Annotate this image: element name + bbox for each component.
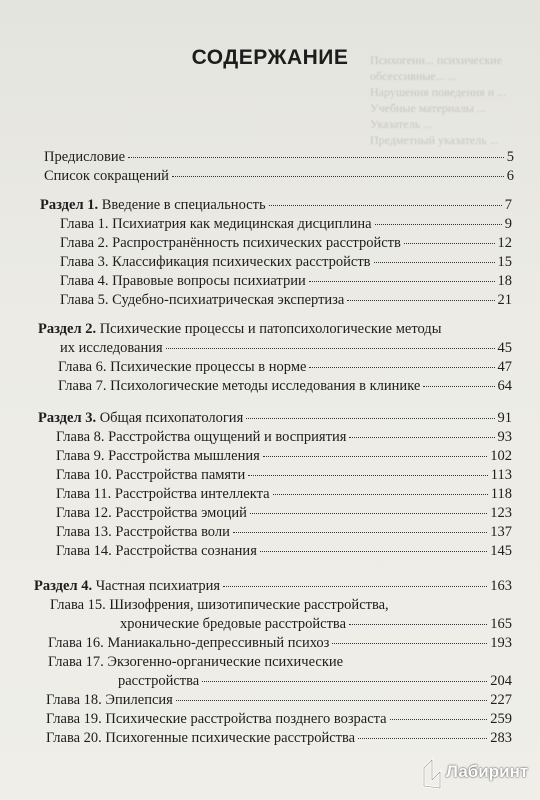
toc-entry-label: Глава 14. Расстройства сознания: [56, 543, 257, 559]
leader-dots: [202, 681, 487, 682]
toc-section-2[interactable]: [60, 339, 512, 357]
toc-page-number: 102: [490, 448, 512, 464]
toc-page-number: 12: [497, 235, 512, 251]
toc-chapter-13[interactable]: [56, 523, 512, 541]
leader-dots: [233, 532, 487, 533]
page-title: СОДЕРЖАНИЕ: [191, 46, 349, 69]
toc-chapter-1[interactable]: [60, 215, 512, 233]
toc-page-number: 21: [497, 292, 512, 308]
toc-chapter-17[interactable]: [118, 672, 512, 690]
toc-chapter-8[interactable]: [56, 428, 512, 446]
toc-page-number: 283: [490, 730, 512, 746]
leader-dots: [332, 643, 487, 644]
toc-page-number: 259: [490, 711, 512, 727]
toc-entry-label: Предисловие: [44, 149, 126, 165]
section-number: Раздел 1.: [40, 197, 99, 213]
toc-entry-label: Глава 2. Распространённость психических расстройств: [60, 235, 401, 251]
toc-page-number: 227: [490, 692, 512, 708]
toc-page-number: 64: [497, 378, 512, 394]
toc-page-number: 15: [497, 254, 512, 270]
watermark-logo: [420, 752, 535, 792]
toc-entry-label: Глава 5. Судебно-психиатрическая экспертиза: [60, 292, 345, 308]
toc-entry-label: Глава 11. Расстройства интеллекта: [56, 486, 270, 502]
toc-page-number: 47: [497, 359, 512, 375]
toc-entry-label: Глава 8. Расстройства ощущений и восприятия: [56, 429, 347, 445]
toc-page-number: 113: [490, 467, 512, 483]
toc-entry-label: Глава 10. Расстройства памяти: [56, 467, 246, 483]
toc-section-2-heading[interactable]: [38, 320, 441, 338]
toc-chapter-3[interactable]: [60, 253, 512, 271]
toc-page-number: 18: [497, 273, 512, 289]
toc-entry-label: Глава 19. Психические расстройства позднего возраста: [46, 711, 387, 727]
toc-page-number: 165: [490, 616, 512, 632]
leader-dots: [248, 475, 488, 476]
section-number: Раздел 4.: [34, 578, 93, 594]
leader-dots: [375, 224, 502, 225]
toc-entry-label: Глава 12. Расстройства эмоций: [56, 505, 247, 521]
toc-page-number: 118: [490, 486, 512, 502]
leader-dots: [250, 513, 487, 514]
leader-dots: [260, 551, 487, 552]
toc-chapter-7[interactable]: [58, 377, 512, 395]
toc-entry-label: Глава 16. Маниакально-депрессивный психоз: [48, 635, 330, 651]
leader-dots: [246, 418, 494, 419]
toc-entry-abbreviations[interactable]: [44, 167, 514, 185]
leader-dots: [263, 456, 487, 457]
toc-chapter-16[interactable]: [48, 634, 512, 652]
section-number: Раздел 2.: [38, 321, 97, 337]
toc-chapter-14[interactable]: [56, 542, 512, 560]
toc-section-4[interactable]: [34, 577, 512, 595]
leader-dots: [347, 300, 494, 301]
toc-entry-label: Глава 13. Расстройства воли: [56, 524, 230, 540]
toc-entry-preface[interactable]: [44, 148, 514, 166]
toc-page-number: 9: [504, 216, 512, 232]
toc-chapter-4[interactable]: [60, 272, 512, 290]
toc-entry-label: Глава 4. Правовые вопросы психиатрии: [60, 273, 306, 289]
toc-page-number: 145: [490, 543, 512, 559]
toc-entry-label: Глава 3. Классификация психических расстройств: [60, 254, 371, 270]
leader-dots: [374, 262, 495, 263]
toc-entry-label: Глава 9. Расстройства мышления: [56, 448, 260, 464]
leader-dots: [358, 738, 487, 739]
toc-chapter-9[interactable]: [56, 447, 512, 465]
leader-dots: [349, 437, 494, 438]
bleed-through-text: Психогенн... психические обсессивные... ... Нарушения поведения и ... Учебные материалы ... Указатель ... Предметный указатель ...: [370, 53, 507, 147]
toc-chapter-15-line1[interactable]: Глава 15. Шизофрения, шизотипические расстройства,: [50, 597, 389, 613]
leader-dots: [269, 205, 502, 206]
toc-section-3[interactable]: [38, 409, 512, 427]
toc-chapter-2[interactable]: [60, 234, 512, 252]
section-title: Частная психиатрия: [95, 578, 221, 594]
toc-entry-label: Глава 20. Психогенные психические расстройства: [46, 730, 356, 746]
toc-entry-label-continued: расстройства: [118, 673, 200, 689]
toc-section-1[interactable]: [40, 196, 512, 214]
toc-entry-label: Список сокращений: [44, 168, 169, 184]
toc-page-number: 6: [506, 168, 514, 184]
section-title: Введение в специальность: [101, 197, 266, 213]
toc-chapter-20[interactable]: [46, 729, 512, 747]
leader-dots: [349, 624, 487, 625]
toc-page-number: 91: [497, 410, 512, 426]
toc-chapter-12[interactable]: [56, 504, 512, 522]
toc-chapter-11[interactable]: [56, 485, 512, 503]
leader-dots: [404, 243, 495, 244]
toc-chapter-6[interactable]: [58, 358, 512, 376]
toc-page-number: 123: [490, 505, 512, 521]
leader-dots: [390, 719, 488, 720]
leader-dots: [128, 157, 504, 158]
toc-page-number: 193: [490, 635, 512, 651]
leader-dots: [309, 367, 494, 368]
section-title: Психические процессы и патопсихологические методы: [99, 321, 442, 337]
leader-dots: [309, 281, 495, 282]
leader-dots: [172, 176, 504, 177]
toc-page-number: 7: [504, 197, 512, 213]
toc-page-number: 204: [490, 673, 512, 689]
toc-entry-label-continued: хронические бредовые расстройства: [120, 616, 347, 632]
toc-page-number: 45: [497, 340, 512, 356]
toc-page-number: 163: [490, 578, 512, 594]
section-number: Раздел 3.: [38, 410, 97, 426]
toc-chapter-5[interactable]: [60, 291, 512, 309]
leader-dots: [423, 386, 494, 387]
toc-chapter-18[interactable]: [46, 691, 512, 709]
watermark-text: Лабиринт: [446, 762, 529, 781]
leader-dots: [273, 494, 488, 495]
toc-page-number: 93: [497, 429, 512, 445]
toc-chapter-10[interactable]: [56, 466, 512, 484]
section-title: Общая психопатология: [99, 410, 244, 426]
leader-dots: [223, 586, 487, 587]
toc-entry-label: Глава 18. Эпилепсия: [46, 692, 173, 708]
toc-page-number: 137: [490, 524, 512, 540]
toc-entry-label: Глава 1. Психиатрия как медицинская дисциплина: [60, 216, 372, 232]
toc-chapter-17-line1[interactable]: Глава 17. Экзогенно-органические психические: [48, 654, 344, 670]
toc-entry-label: Глава 7. Психологические методы исследования в клинике: [58, 378, 421, 394]
toc-chapter-15[interactable]: [120, 615, 512, 633]
leader-dots: [176, 700, 487, 701]
leader-dots: [166, 348, 495, 349]
section-title-continued: их исследования: [60, 340, 163, 356]
toc-chapter-19[interactable]: [46, 710, 512, 728]
toc-entry-label: Глава 6. Психические процессы в норме: [58, 359, 307, 375]
toc-page-number: 5: [506, 149, 514, 165]
